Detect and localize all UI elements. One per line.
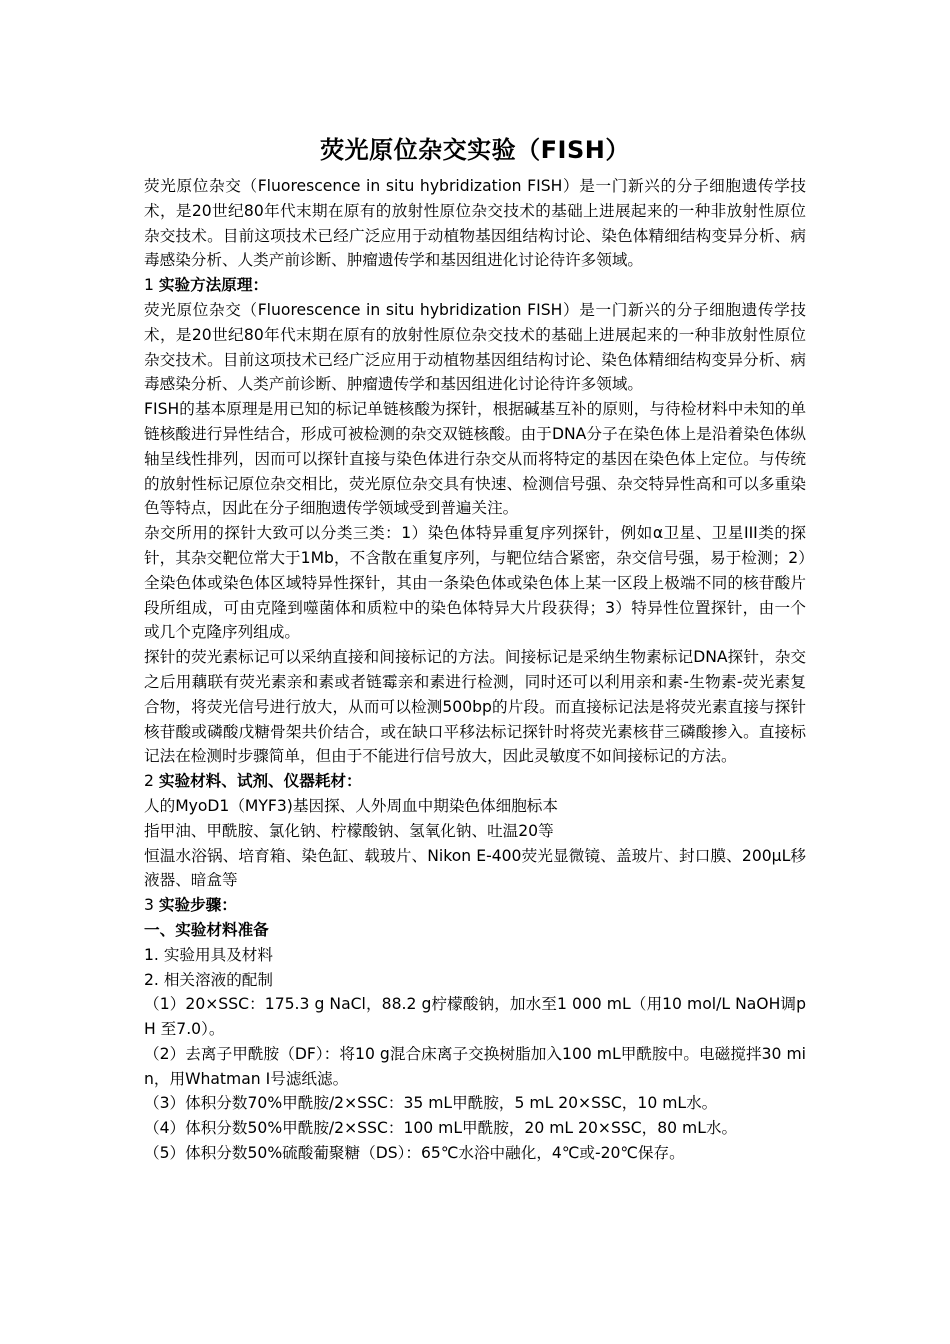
paragraph: （5）体积分数50%硫酸葡聚糖（DS）：65℃水浴中融化，4℃或-20℃保存。	[144, 1144, 685, 1163]
section-label: 实验材料、试剂、仪器耗材：	[158, 772, 362, 791]
paragraph: 人的MyoD1（MYF3)基因探、人外周血中期染色体细胞标本	[144, 796, 558, 815]
paragraph: 荧光原位杂交（Fluorescence in situ hybridization FISH）是一门新兴的分子细胞遗传学技术，是20世纪80年代末期在原有的放射性原位杂交技术的基础上进展起来的一种非放射性原位杂交技术。目前这项技术已经广泛应用于动植物基因组结构讨论、染色体精细结构变异分析、病毒感染分析、人类产前诊断、肿瘤遗传学和基因组进化讨论待许多领域。	[144, 300, 806, 394]
subsection-heading: 一、实验材料准备	[144, 920, 269, 939]
paragraph: 2. 相关溶液的配制	[144, 970, 273, 989]
paragraph: 探针的荧光素标记可以采纳直接和间接标记的方法。间接标记是采纳生物素标记DNA探针，杂交之后用藕联有荧光素亲和素或者链霉亲和素进行检测，同时还可以利用亲和素-生物素-荧光素复合物，将荧光信号进行放大，从而可以检测500bp的片段。而直接标记法是将荧光素直接与探针核苷酸或磷酸戊糖骨架共价结合，或在缺口平移法标记探针时将荧光素核苷三磷酸掺入。直接标记法在检测时步骤简单，但由于不能进行信号放大，因此灵敏度不如间接标记的方法。	[144, 648, 806, 766]
paragraph: 杂交所用的探针大致可以分类三类：1）染色体特异重复序列探针，例如α卫星、卫星III类的探针，其杂交靶位常大于1Mb，不含散在重复序列，与靶位结合紧密，杂交信号强，易于检测；2）全染色体或染色体区域特异性探针，其由一条染色体或染色体上某一区段上极端不同的核苷酸片段所组成，可由克隆到噬菌体和质粒中的染色体特异大片段获得；3）特异性位置探针，由一个或几个克隆序列组成。	[144, 524, 806, 642]
section-heading-1	[144, 273, 806, 298]
section-heading-3	[144, 893, 806, 918]
paragraph: （1）20×SSC：175.3 g NaCl，88.2 g柠檬酸钠，加水至1 000 mL（用10 mol/L NaOH调pH 至7.0）。	[144, 995, 806, 1039]
section-heading-2	[144, 769, 806, 794]
section-number: 3	[144, 896, 159, 915]
paragraph: （2）去离子甲酰胺（DF）：将10 g混合床离子交换树脂加入100 mL甲酰胺中。电磁搅拌30 min，用Whatman I号滤纸滤。	[144, 1044, 806, 1088]
paragraph: （3）体积分数70%甲酰胺/2×SSC：35 mL甲酰胺，5 mL 20×SSC，10 mL水。	[144, 1094, 718, 1113]
section-label: 实验方法原理：	[158, 276, 269, 295]
paragraph: 指甲油、甲酰胺、氯化钠、柠檬酸钠、氢氧化钠、吐温20等	[144, 821, 554, 840]
section-label: 实验步骤：	[158, 896, 237, 915]
paragraph: 1. 实验用具及材料	[144, 945, 273, 964]
page-title: 荧光原位杂交实验（FISH）	[320, 136, 630, 164]
section-number: 2	[144, 772, 159, 791]
paragraph: （4）体积分数50%甲酰胺/2×SSC：100 mL甲酰胺，20 mL 20×SSC，80 mL水。	[144, 1119, 738, 1138]
section-number: 1	[144, 276, 159, 295]
document-page	[144, 132, 806, 1166]
paragraph: 恒温水浴锅、培育箱、染色缸、载玻片、Nikon E-400荧光显微镜、盖玻片、封口膜、200μL移液器、暗盒等	[144, 846, 806, 890]
intro-paragraph: 荧光原位杂交（Fluorescence in situ hybridization FISH）是一门新兴的分子细胞遗传学技术，是20世纪80年代末期在原有的放射性原位杂交技术的基础上进展起来的一种非放射性原位杂交技术。目前这项技术已经广泛应用于动植物基因组结构讨论、染色体精细结构变异分析、病毒感染分析、人类产前诊断、肿瘤遗传学和基因组进化讨论待许多领域。	[144, 177, 806, 270]
paragraph: FISH的基本原理是用已知的标记单链核酸为探针，根据碱基互补的原则，与待检材料中未知的单链核酸进行异性结合，形成可被检测的杂交双链核酸。由于DNA分子在染色体上是沿着染色体纵轴呈线性排列，因而可以探针直接与染色体进行杂交从而将特定的基因在染色体上定位。与传统的放射性标记原位杂交相比，荧光原位杂交具有快速、检测信号强、杂交特异性高和可以多重染色等特点，因此在分子细胞遗传学领域受到普遍关注。	[144, 400, 806, 518]
